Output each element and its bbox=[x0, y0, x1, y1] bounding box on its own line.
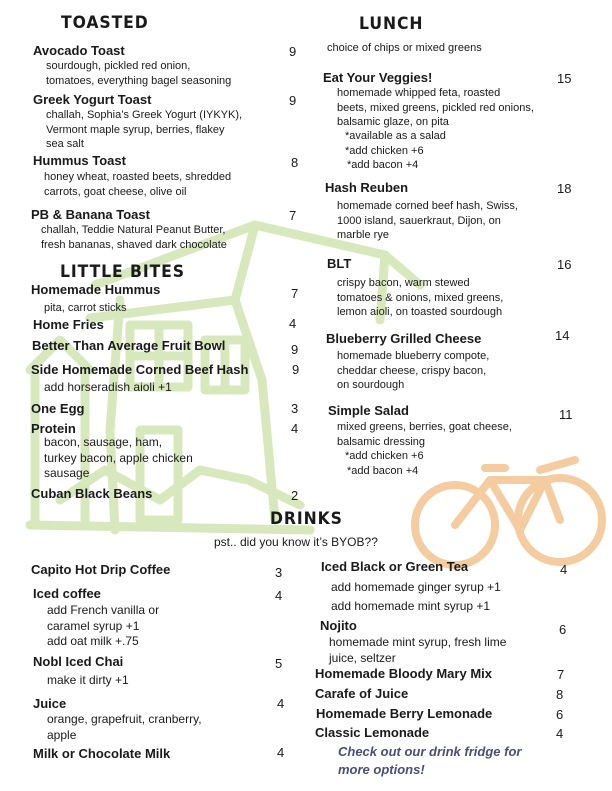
item-price: 18 bbox=[557, 181, 572, 196]
menu-item-blt: BLT bbox=[327, 256, 352, 271]
item-price: 9 bbox=[289, 44, 297, 59]
item-price: 3 bbox=[275, 565, 283, 580]
item-description: homemade mint syrup, fresh lime juice, seltzer bbox=[329, 635, 507, 665]
menu-item-one-egg: One Egg bbox=[31, 401, 85, 416]
item-description: challah, Sophia’s Greek Yogurt (IYKYK), Vermont maple syrup, berries, flakey sea salt bbox=[46, 109, 243, 151]
item-price: 8 bbox=[556, 687, 564, 702]
little-bites-section-title: LITTLE BITES bbox=[60, 262, 185, 282]
menu-item-fruit-bowl: Better Than Average Fruit Bowl bbox=[32, 338, 226, 353]
item-price: 4 bbox=[560, 562, 568, 577]
menu-item-home-fries: Home Fries bbox=[33, 317, 104, 332]
item-description: challah, Teddie Natural Peanut Butter, fresh bananas, shaved dark chocolate bbox=[41, 224, 227, 251]
item-description: add French vanilla or caramel syrup +1 add oat milk +.75 bbox=[47, 603, 160, 648]
menu-item-hash-reuben: Hash Reuben bbox=[325, 180, 409, 195]
item-price: 7 bbox=[291, 286, 299, 301]
item-price: 9 bbox=[292, 362, 300, 377]
drink-item-iced-tea: Iced Black or Green Tea bbox=[321, 559, 469, 574]
item-description: make it dirty +1 bbox=[47, 673, 129, 687]
menu-item-protein: Protein bbox=[31, 421, 76, 436]
item-price: 9 bbox=[291, 342, 299, 357]
item-price: 5 bbox=[275, 656, 283, 671]
item-price: 4 bbox=[277, 745, 285, 760]
item-price: 7 bbox=[289, 208, 297, 223]
menu-item-greek-yogurt-toast: Greek Yogurt Toast bbox=[33, 92, 152, 107]
item-extras: *add chicken +6 *add bacon +4 bbox=[345, 450, 424, 477]
item-price: 3 bbox=[291, 401, 299, 416]
drink-item-berry-lemonade: Homemade Berry Lemonade bbox=[316, 706, 493, 721]
menu-item-pb-banana-toast: PB & Banana Toast bbox=[31, 207, 150, 222]
item-price: 15 bbox=[557, 71, 572, 86]
item-description: homemade whipped feta, roasted beets, mixed greens, pickled red onions, balsamic glaze, on pita bbox=[337, 87, 534, 129]
drink-item-iced-coffee: Iced coffee bbox=[33, 586, 101, 601]
item-extras: *available as a salad *add chicken +6 *add bacon +4 bbox=[345, 130, 446, 172]
toasted-section-title: TOASTED bbox=[61, 13, 149, 33]
item-price: 14 bbox=[555, 328, 570, 343]
item-price: 6 bbox=[556, 707, 564, 722]
drink-item-milk: Milk or Chocolate Milk bbox=[33, 746, 171, 761]
item-price: 4 bbox=[556, 726, 564, 741]
item-price: 4 bbox=[275, 588, 283, 603]
drink-item-carafe-of-juice: Carafe of Juice bbox=[315, 686, 409, 701]
menu-item-simple-salad: Simple Salad bbox=[328, 403, 409, 418]
item-price: 4 bbox=[277, 696, 285, 711]
item-description: mixed greens, berries, goat cheese, balsamic dressing bbox=[337, 421, 512, 448]
drinks-section-title: DRINKS bbox=[270, 509, 343, 529]
item-price: 11 bbox=[559, 407, 573, 422]
drink-fridge-note: Check out our drink fridge for more options! bbox=[338, 744, 522, 777]
item-description: honey wheat, roasted beets, shredded carrots, goat cheese, olive oil bbox=[44, 171, 232, 198]
lunch-section-title: LUNCH bbox=[359, 14, 424, 34]
item-description: homemade blueberry compote, cheddar cheese, crispy bacon, on sourdough bbox=[337, 350, 490, 392]
item-description: add homemade ginger syrup +1 add homemade mint syrup +1 bbox=[331, 580, 501, 613]
menu-item-cuban-black-beans: Cuban Black Beans bbox=[31, 486, 153, 501]
item-description: add horseradish aioli +1 bbox=[44, 380, 172, 394]
drink-item-hot-drip-coffee: Capito Hot Drip Coffee bbox=[31, 562, 171, 577]
item-description: homemade corned beef hash, Swiss, 1000 island, sauerkraut, Dijon, on marble rye bbox=[337, 200, 518, 242]
item-price: 4 bbox=[289, 316, 297, 331]
item-price: 6 bbox=[559, 622, 567, 637]
item-description: pita, carrot sticks bbox=[44, 302, 127, 314]
item-description: bacon, sausage, ham, turkey bacon, apple chicken sausage bbox=[44, 435, 193, 480]
menu-item-avocado-toast: Avocado Toast bbox=[33, 43, 125, 58]
item-price: 16 bbox=[557, 257, 572, 272]
lunch-note: choice of chips or mixed greens bbox=[327, 42, 482, 54]
item-description: sourdough, pickled red onion, tomatoes, everything bagel seasoning bbox=[46, 60, 232, 87]
item-description: orange, grapefruit, cranberry, apple bbox=[47, 712, 202, 742]
drink-item-nobl-iced-chai: Nobl Iced Chai bbox=[33, 654, 124, 669]
drinks-subtitle: pst.. did you know it’s BYOB?? bbox=[214, 535, 378, 549]
item-price: 2 bbox=[291, 488, 299, 503]
drink-item-nojito: Nojito bbox=[320, 618, 357, 633]
bicycle-icon bbox=[415, 460, 602, 565]
item-price: 9 bbox=[289, 93, 297, 108]
item-description: crispy bacon, warm stewed tomatoes & onions, mixed greens, lemon aioli, on toasted sourdough bbox=[337, 277, 504, 319]
menu-item-eat-your-veggies: Eat Your Veggies! bbox=[323, 70, 433, 85]
menu-item-hummus-toast: Hummus Toast bbox=[33, 153, 126, 168]
drink-item-juice: Juice bbox=[33, 696, 67, 711]
drink-item-bloody-mary-mix: Homemade Bloody Mary Mix bbox=[315, 666, 492, 681]
item-price: 7 bbox=[557, 667, 565, 682]
menu-item-homemade-hummus: Homemade Hummus bbox=[31, 282, 161, 297]
menu-item-blueberry-grilled-cheese: Blueberry Grilled Cheese bbox=[326, 331, 482, 346]
menu-item-side-corned-beef-hash: Side Homemade Corned Beef Hash bbox=[31, 362, 249, 377]
drink-item-classic-lemonade: Classic Lemonade bbox=[315, 725, 430, 740]
item-price: 8 bbox=[291, 155, 299, 170]
item-price: 4 bbox=[291, 421, 299, 436]
